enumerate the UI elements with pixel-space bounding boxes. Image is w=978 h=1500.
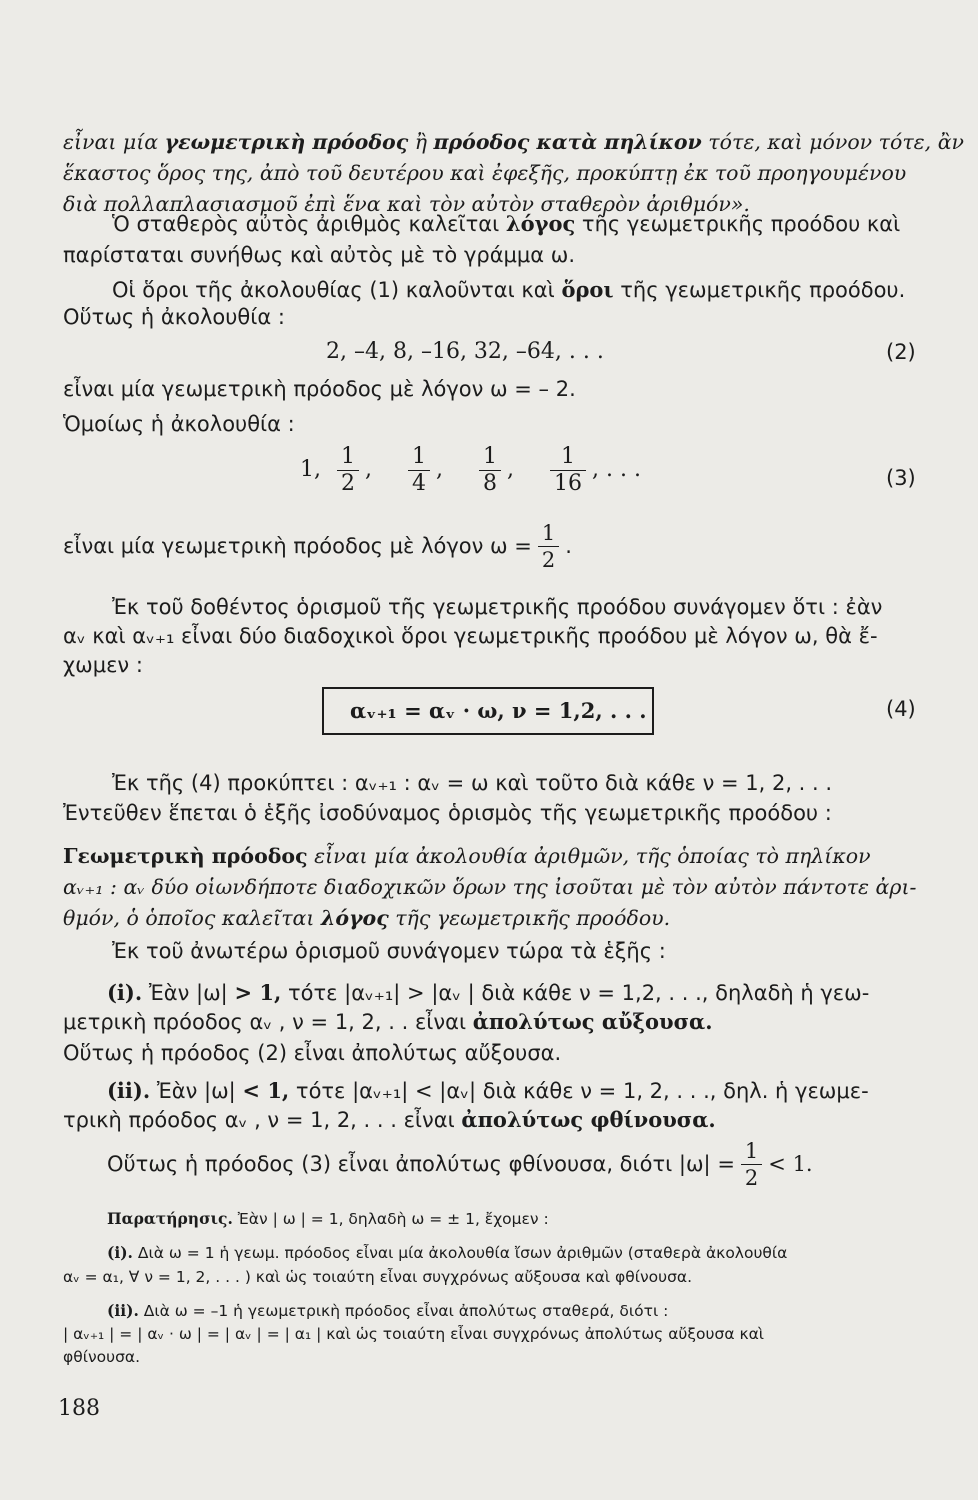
- definition-line-1: [63, 128, 964, 156]
- case-i-line-3: Οὕτως ἡ πρόοδος (2) εἶναι ἀπολύτως αὔξουσα.: [63, 1041, 562, 1065]
- remark-i-line-1: [107, 1242, 787, 1264]
- fraction-1-4: $\frac{1}{4}$: [408, 444, 430, 497]
- term-terms: ὅροι: [561, 277, 614, 302]
- definition-line-3: διὰ πολλαπλασιασμοῦ ἐπὶ ἕνα καὶ τὸν αὐτὸν σταθερὸν ἀριθμόν».: [63, 192, 750, 216]
- text: τῆς γεωμετρικῆς προόδου.: [613, 278, 906, 302]
- text: Ἐὰν |ω|: [150, 1079, 243, 1103]
- term-ratio: λόγος: [505, 211, 576, 236]
- text: Ἐὰν | ω | = 1, δηλαδὴ ω = ± 1, ἔχομεν :: [232, 1210, 549, 1228]
- term-ratio: λόγος: [320, 906, 389, 930]
- text: τότε, καὶ μόνον τότε, ἂν: [701, 130, 965, 154]
- text: εἶναι μία ἀκολουθία ἀριθμῶν, τῆς ὁποίας τὸ πηλίκον: [307, 844, 871, 868]
- ratio-paragraph-line-2: παρίσταται συνήθως καὶ αὐτὸς μὲ τὸ γράμμα ω.: [63, 243, 576, 267]
- equivalent-definition-line-1: [63, 842, 871, 870]
- term-strictly-decreasing: ἀπολύτως φθίνουσα.: [461, 1107, 716, 1132]
- from-4-line: Ἐκ τῆς (4) προκύπτει : αᵥ₊₁ : αᵥ = ω καὶ τοῦτο διὰ κάθε ν = 1, 2, . . .: [112, 771, 833, 795]
- fraction-1-8: $\frac{1}{8}$: [479, 444, 501, 497]
- text: Διὰ ω = 1 ἡ γεωμ. πρόοδος εἶναι μία ἀκολουθία ἴσων ἀριθμῶν (σταθερὰ ἀκολουθία: [132, 1244, 788, 1262]
- case-ii-line-2: [63, 1106, 716, 1134]
- text: Οἱ ὅροι τῆς ἀκολουθίας (1) καλοῦνται καὶ: [112, 278, 562, 302]
- case-ii-line-1: [107, 1077, 869, 1105]
- consequences-intro: Ἐκ τοῦ ἀνωτέρω ὁρισμοῦ συνάγομεν τώρα τὰ ἑξῆς :: [112, 939, 666, 963]
- remark-ii-line-2: | αᵥ₊₁ | = | αᵥ · ω | = | αᵥ | = | α₁ | καὶ ὡς τοιαύτη εἶναι συγχρόνως ἀπολύτως αὔξουσα καὶ: [63, 1325, 765, 1343]
- case-ii-line-3: Οὕτως ἡ πρόοδος (3) εἶναι ἀπολύτως φθίνουσα, διότι |ω| = $\frac{1}{2}$ < 1.: [107, 1138, 813, 1190]
- remark-line: [107, 1208, 549, 1230]
- definition-line-2: ἕκαστος ὅρος της, ἀπὸ τοῦ δευτέρου καὶ ἐφεξῆς, προκύπτῃ ἐκ τοῦ προηγουμένου: [63, 161, 907, 185]
- similarly-line: Ὁμοίως ἡ ἀκολουθία :: [63, 412, 295, 436]
- case-i-line-2: [63, 1008, 713, 1036]
- page-number: 188: [58, 1396, 100, 1421]
- ratio-paragraph-line-1: [112, 210, 900, 238]
- seq3-first-term: 1,: [300, 457, 321, 482]
- text: τρικὴ πρόοδος αᵥ , ν = 1, 2, . . . εἶναι: [63, 1108, 462, 1132]
- sequence-2: 2, –4, 8, –16, 32, –64, . . .: [326, 339, 604, 364]
- text: Ὁ σταθερὸς αὐτὸς ἀριθμὸς καλεῖται: [112, 212, 506, 236]
- case-i-label: (i).: [107, 980, 143, 1005]
- remark-ii-line-3: φθίνουσα.: [63, 1348, 141, 1366]
- text: εἶναι μία: [63, 130, 165, 154]
- condition-greater-than-one: > 1,: [234, 980, 282, 1005]
- text: τῆς γεωμετρικῆς προόδου καὶ: [575, 212, 901, 236]
- boxed-formula: αᵥ₊₁ = αᵥ · ω, ν = 1,2, . . .: [350, 698, 647, 723]
- text: εἶναι μία γεωμετρικὴ πρόοδος μὲ λόγον ω =: [63, 534, 532, 558]
- equivalent-definition-line-3: [63, 904, 670, 932]
- text: τότε |αᵥ₊₁| < |αᵥ| διὰ κάθε ν = 1, 2, . . ., δηλ. ἡ γεωμε-: [289, 1079, 869, 1103]
- text: τότε |αᵥ₊₁| > |αᵥ | διὰ κάθε ν = 1,2, . . ., δηλαδὴ ἡ γεω-: [281, 981, 870, 1005]
- text: θμόν, ὁ ὁποῖος καλεῖται: [63, 906, 321, 930]
- equation-number-3: (3): [886, 466, 916, 490]
- case-ii-label: (ii).: [107, 1078, 151, 1103]
- term-strictly-increasing: ἀπολύτως αὔξουσα.: [472, 1009, 713, 1034]
- condition-less-than-one: < 1,: [242, 1078, 290, 1103]
- consequence-line-2: αᵥ καὶ αᵥ₊₁ εἶναι δύο διαδοχικοὶ ὅροι γεωμετρικῆς προόδου μὲ λόγον ω, θὰ ἔ-: [63, 624, 878, 648]
- text: Διὰ ω = –1 ἡ γεωμετρικὴ πρόοδος εἶναι ἀπολύτως σταθερά, διότι :: [138, 1302, 669, 1320]
- remark-label: Παρατήρησις.: [107, 1209, 233, 1228]
- consequence-line-3: χωμεν :: [63, 653, 143, 677]
- equation-number-4: (4): [886, 697, 916, 721]
- term-progression-by-quotient: πρόοδος κατὰ πηλίκον: [433, 130, 702, 154]
- text: μετρικὴ πρόοδος αᵥ , ν = 1, 2, . . εἶναι: [63, 1010, 473, 1034]
- ratio-one-half-line: εἶναι μία γεωμετρικὴ πρόοδος μὲ λόγον ω = $\frac{1}{2}$ .: [63, 520, 572, 572]
- text: Οὕτως ἡ πρόοδος (3) εἶναι ἀπολύτως φθίνουσα, διότι |ω| =: [107, 1152, 735, 1176]
- fraction-1-16: $\frac{1}{16}$: [550, 444, 586, 497]
- consequence-line-1: Ἐκ τοῦ δοθέντος ὁρισμοῦ τῆς γεωμετρικῆς προόδου συνάγομεν ὅτι : ἐὰν: [112, 595, 883, 619]
- equivalent-definition-line-2: αᵥ₊₁ : αᵥ δύο οἱωνδήποτε διαδοχικῶν ὅρων της ἰσοῦται μὲ τὸν αὐτὸν πάντοτε ἀρι-: [63, 875, 917, 899]
- fraction-ratio: $\frac{1}{2}$: [538, 520, 559, 573]
- case-i-line-1: [107, 979, 869, 1007]
- ratio-minus-two-line: εἶναι μία γεωμετρικὴ πρόοδος μὲ λόγον ω = – 2.: [63, 377, 576, 401]
- remark-i-line-2: αᵥ = α₁, ∀ ν = 1, 2, . . . ) καὶ ὡς τοιαύτη εἶναι συγχρόνως αὔξουσα καὶ φθίνουσα.: [63, 1268, 693, 1286]
- remark-ii-label: (ii).: [107, 1301, 139, 1320]
- term-geometric-progression: γεωμετρικὴ πρόοδος: [164, 130, 409, 154]
- terms-paragraph-line-2: Οὕτως ἡ ἀκολουθία :: [63, 305, 285, 329]
- terms-paragraph-line-1: [112, 276, 905, 304]
- text: Ἐὰν |ω|: [142, 981, 235, 1005]
- fraction-1-2: $\frac{1}{2}$: [337, 444, 359, 497]
- text: τῆς γεωμετρικῆς προόδου.: [388, 906, 671, 930]
- fraction-one-half: $\frac{1}{2}$: [741, 1138, 762, 1191]
- term-geometric-progression: Γεωμετρικὴ πρόοδος: [63, 844, 308, 868]
- sequence-3: 1, $\frac{1}{2}$ , $\frac{1}{4}$ , $\frac{1}{8}$ , $\frac{1}{16}$ , . . .: [300, 443, 641, 496]
- remark-ii-line-1: [107, 1300, 668, 1322]
- equation-number-2: (2): [886, 340, 916, 364]
- text: ἢ: [408, 130, 434, 154]
- remark-i-label: (i).: [107, 1243, 133, 1262]
- equivalent-definition-intro: Ἐντεῦθεν ἕπεται ὁ ἑξῆς ἰσοδύναμος ὁρισμὸς τῆς γεωμετρικῆς προόδου :: [63, 801, 832, 825]
